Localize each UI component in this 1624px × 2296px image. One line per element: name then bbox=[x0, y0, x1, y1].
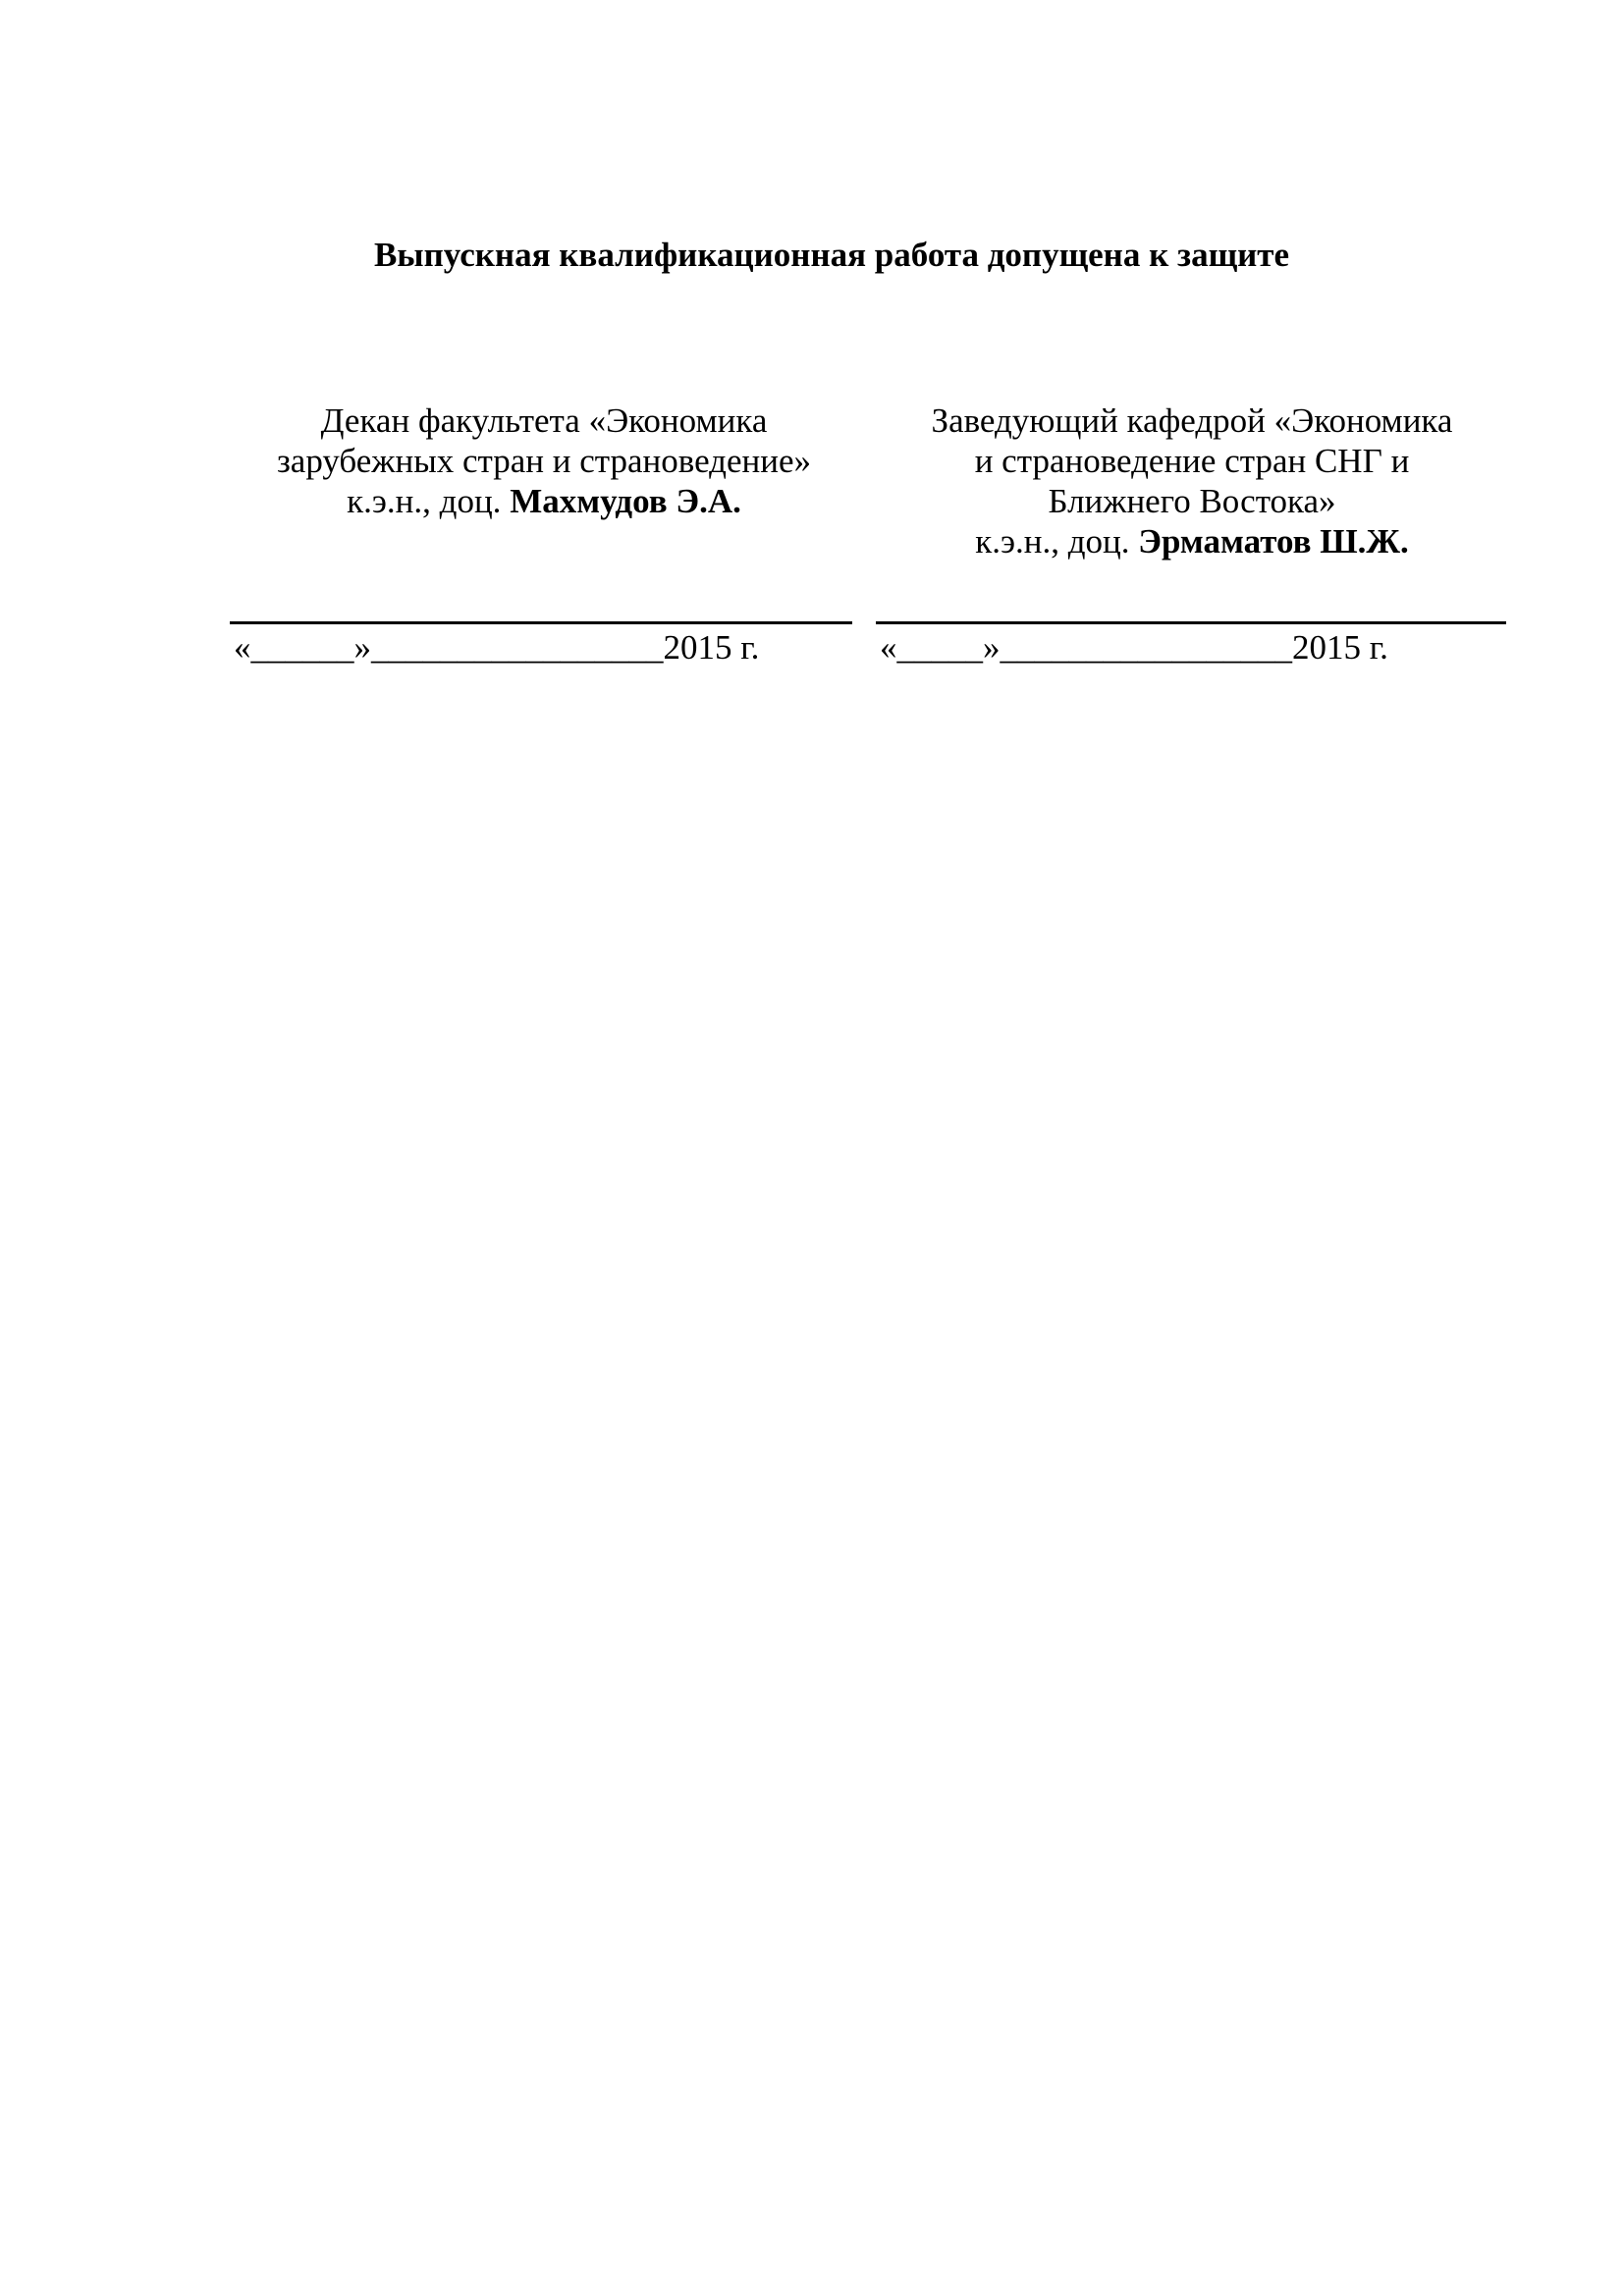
head-date-field: «_____»_________________2015 г. bbox=[880, 628, 1388, 667]
dean-name: Махмудов Э.А. bbox=[510, 482, 741, 520]
head-of-department-approval-block bbox=[880, 400, 1504, 561]
head-name: Эрмаматов Ш.Ж. bbox=[1138, 522, 1409, 561]
dean-approval-block bbox=[232, 400, 856, 521]
dean-position-line-1: Декан факультета «Экономика bbox=[320, 401, 768, 440]
head-position-line-3: Ближнего Востока» bbox=[1048, 482, 1336, 520]
dean-date-field: «______»_________________2015 г. bbox=[234, 628, 760, 667]
dean-position-line-2: зарубежных стран и страноведение» bbox=[276, 442, 811, 480]
dean-signature-line bbox=[230, 621, 852, 624]
dean-degree: к.э.н., доц. bbox=[347, 482, 511, 520]
head-degree-line bbox=[880, 521, 1504, 561]
head-degree: к.э.н., доц. bbox=[975, 522, 1139, 561]
document-title: Выпускная квалификационная работа допущена к защите bbox=[373, 236, 1290, 274]
dean-degree-line bbox=[232, 481, 856, 521]
head-signature-line bbox=[876, 621, 1506, 624]
head-position-line-2: и страноведение стран СНГ и bbox=[974, 442, 1410, 480]
head-position-line-1: Заведующий кафедрой «Экономика bbox=[931, 401, 1453, 440]
